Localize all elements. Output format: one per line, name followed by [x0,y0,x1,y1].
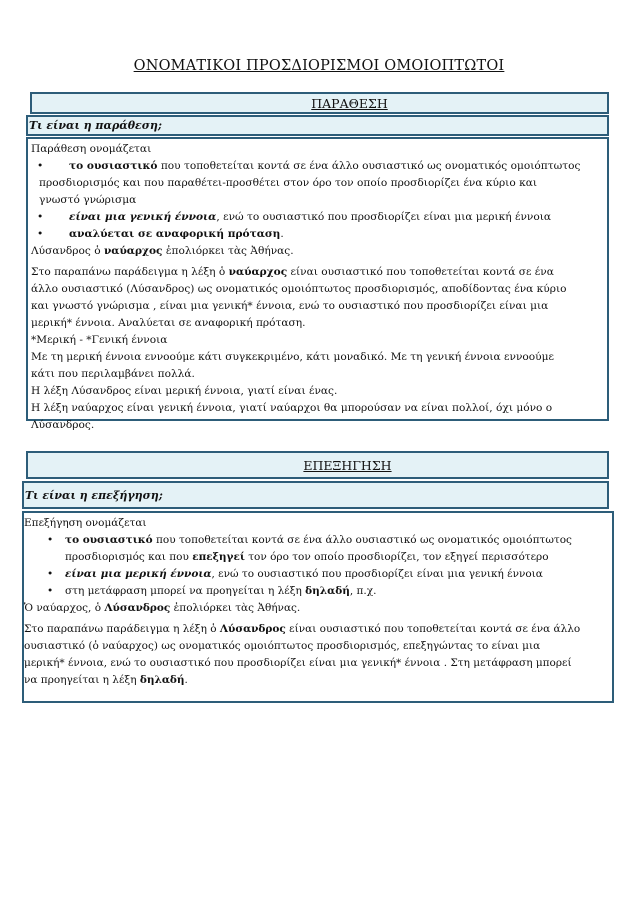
explanation-line [24,672,610,689]
item-continuation [24,549,610,566]
note-line: Η λέξη Λύσανδρος είναι μερική έννοια, γιατί είναι ένας. [31,385,338,397]
item-text: που τοποθετείται κοντά σε ένα άλλο ουσιαστικό ως ονοματικός ομοιόπτωτος [157,160,581,172]
text-span: . [184,674,188,686]
example-sentence [24,600,610,617]
bold-term: το ουσιαστικό [69,160,158,172]
explanation-line: ουσιαστικό (ὁ ναύαρχος) ως ονοματικός ομοιόπτωτος προσδιορισμός, επεξηγώντας το είναι μια [24,640,541,652]
text-span: προσδιορισμός και που [65,551,193,563]
explanation-line: μερική* έννοια, ενώ το ουσιαστικό που προσδιορίζει είναι μια γενική* έννοια . Στη μετάφραση μπορεί [24,657,572,669]
text-span: Στο παραπάνω παράδειγμα η λέξη ὁ [31,266,229,278]
text-span: Στο παραπάνω παράδειγμα η λέξη ὁ [24,623,220,635]
content-box-epexigisi [22,511,614,703]
bold-term: δηλαδή [139,674,185,686]
question-text: Τι είναι η επεξήγηση; [25,489,163,502]
bold-term: επεξηγεί [192,551,245,563]
example-pre: Ὁ ναύαρχος, ὁ [24,602,105,614]
explanation-line [31,264,603,281]
section-header-parathesi [30,92,609,114]
notes-block [31,332,603,434]
item-text: στη μετάφραση μπορεί να προηγείται η λέξη [65,585,306,597]
item-text: . [280,228,284,240]
explanation-line: μερική* έννοια. Αναλύεται σε αναφορική πρόταση. [31,317,306,329]
bullet-icon: • [37,228,44,240]
list-item [31,209,603,226]
item-continuation: προσδιορισμός και που παραθέτει-προσθέτει στον όρο τον οποίο προσδιορίζει ένα κύριο και [39,177,538,189]
note-line: Η λέξη ναύαρχος είναι γενική έννοια, γιατί ναύαρχοι θα μπορούσαν να είναι πολλοί, όχι μόνο ο [31,402,553,414]
text-span: να προηγείται η λέξη [24,674,140,686]
note-line: *Μερική - *Γενική έννοια [31,334,168,346]
item-text: , ενώ το ουσιαστικό που προσδιορίζει είναι μια γενική έννοια [211,568,543,580]
note-line: Λύσανδρος. [31,419,95,431]
section-header-epexigisi [26,451,609,479]
explanation-line: και γνωστό γνώρισμα , είναι μια γενική* έννοια, ενώ το ουσιαστικό που προσδιορίζει είναι μια [31,300,549,312]
list-item [31,158,603,175]
intro-text: Παράθεση ονομάζεται [31,143,152,155]
note-line: Με τη μερική έννοια εννοούμε κάτι συγκεκριμένο, κάτι μοναδικό. Με τη γενική έννοια εννοούμε [31,351,554,363]
bold-term: δηλαδή [305,585,350,597]
example-pre: Λύσανδρος ὁ [31,245,104,257]
example-highlight: ναύαρχος [103,245,163,257]
example-post: ἐπολιόρκει τὰς Ἀθήνας. [170,602,301,614]
question-text: Τι είναι η παράθεση; [29,119,162,132]
section-header-text: ΕΠΕΞΗΓΗΣΗ [303,458,392,473]
example-highlight: Λύσανδρος [104,602,171,614]
bullet-icon: • [47,534,54,546]
question-bar-parathesi [26,115,609,136]
item-text: , π.χ. [349,585,377,597]
list-item [24,532,610,549]
text-span: τον όρο τον οποίο προσδιορίζει, τον εξηγεί περισσότερο [244,551,549,563]
text-span: είναι ουσιαστικό που τοποθετείται κοντά σε ένα [287,266,554,278]
content-box-parathesi [26,137,609,431]
explanation-line [24,621,610,638]
bold-term: είναι μια γενική έννοια [69,211,217,223]
item-text: που τοποθετείται κοντά σε ένα άλλο ουσιαστικό ως ονοματικός ομοιόπτωτος [152,534,572,546]
bold-term: αναλύεται σε αναφορική πρόταση [69,228,281,240]
bullet-icon: • [47,568,54,580]
section-header-text: ΠΑΡΑΘΕΣΗ [311,96,388,111]
bullet-icon: • [47,585,54,597]
bold-term: Λύσανδρος [219,623,286,635]
list-item [24,583,610,600]
list-item [24,566,610,583]
document-title: ΟΝΟΜΑΤΙΚΟΙ ΠΡΟΣΔΙΟΡΙΣΜΟΙ ΟΜΟΙΟΠΤΩΤΟΙ [133,58,505,74]
example-post: ἐπολιόρκει τὰς Ἀθήνας. [162,245,294,257]
item-continuation: γνωστό γνώρισμα [39,194,137,206]
list-item [31,226,603,243]
explanation-paragraph [31,264,603,332]
text-span: είναι ουσιαστικό που τοποθετείται κοντά σε ένα άλλο [285,623,581,635]
example-sentence [31,243,603,260]
item-text: , ενώ το ουσιαστικό που προσδιορίζει είναι μια μερική έννοια [216,211,552,223]
bullet-icon: • [37,211,44,223]
bold-term: ναύαρχος [228,266,288,278]
bold-term: είναι μια μερική έννοια [65,568,212,580]
question-bar-epexigisi [22,481,609,509]
intro-text: Επεξήγηση ονομάζεται [24,517,147,529]
explanation-paragraph [24,621,610,689]
note-line: κάτι που περιλαμβάνει πολλά. [31,368,195,380]
bold-term: το ουσιαστικό [65,534,153,546]
explanation-line: άλλο ουσιαστικό (Λύσανδρος) ως ονοματικός ομοιόπτωτος προσδιορισμός, αποδίδοντας ένα κύριο [31,283,567,295]
bullet-icon: • [37,160,44,172]
